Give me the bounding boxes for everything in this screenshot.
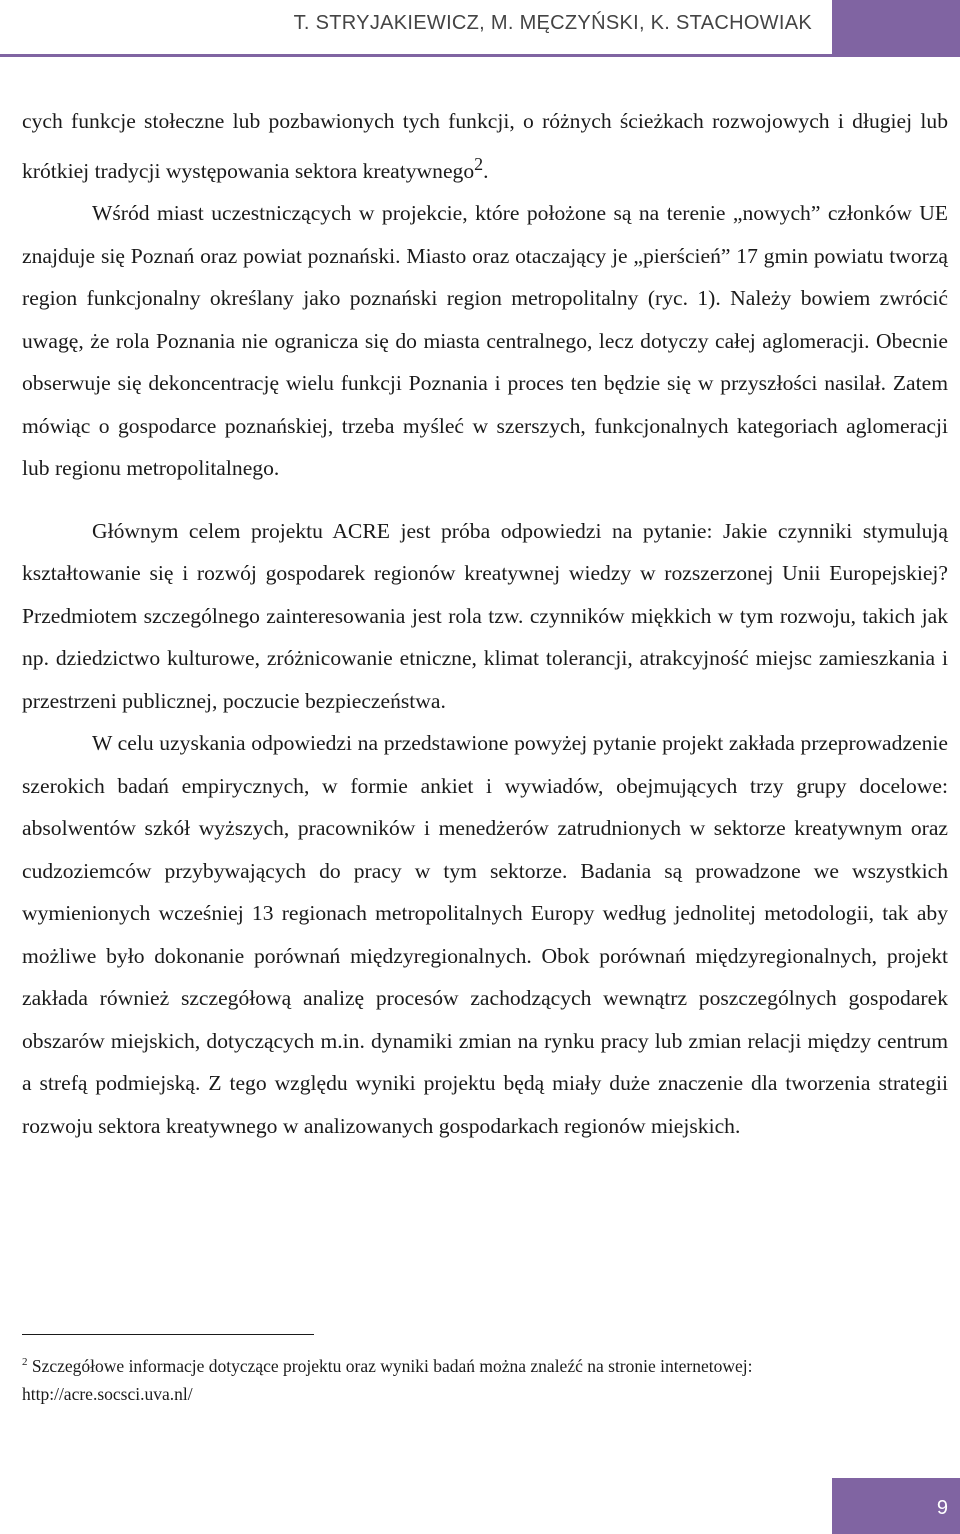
page-number-box [832,1478,960,1534]
page-number: 9 [936,1497,948,1519]
footnote-reference[interactable]: 2 [474,153,484,174]
page-header [0,0,960,56]
main-text [22,100,948,1147]
paragraph: Wśród miast uczestniczących w projekcie, które położone są na terenie „nowych” członków UE znajduje się Poznań oraz powiat poznański. Miasto oraz otaczający je „pierścień” 17 gmin powiatu tworzą region funkcjonalny określany jako poznański region metropolitalny (ryc. 1). Należy bowiem zwrócić uwagę, że rola Poznania nie ogranicza się do miasta centralnego, lecz dotyczy całej aglomeracji. Obecnie obserwuje się dekoncentrację wielu funkcji Poznania i proces ten będzie się w przyszłości nasilał. Zatem mówiąc o gospodarce poznańskiej, trzeba myśleć w szerszych, funkcjonalnych kategoriach aglomeracji lub regionu metropolitalnego. [22,201,948,481]
paragraph: W celu uzyskania odpowiedzi na przedstawione powyżej pytanie projekt zakłada przeprowadzenie szerokich badań empirycznych, w formie ankiet i wywiadów, obejmujących trzy grupy docelowe: absolwentów szkół wyższych, pracowników i menedżerów zatrudnionych w sektorze kreatywnym oraz cudzoziemców przybywających do pracy w tym sektorze. Badania są prowadzone we wszystkich wymienionych wcześniej 13 regionach metropolitalnych Europy według jednolitej metodologii, tak aby możliwe było dokonanie porównań międzyregionalnych. Obok porównań międzyregionalnych, projekt zakłada również szczegółową analizę procesów zachodzących wewnątrz poszczególnych gospodarek obszarów miejskich, dotyczących m.in. dynamiki zmian na rynku pracy lub zmian relacji między centrum a strefą podmiejską. Z tego względu wyniki projektu będą miały duże znaczenie dla tworzenia strategii rozwoju sektora kreatywnego w analizowanych gospodarkach regionów miejskich. [22,731,948,1138]
header-divider [0,54,960,57]
running-header-authors: T. STRYJAKIEWICZ, M. MĘCZYŃSKI, K. STACHOWIAK [293,12,812,34]
footnote-marker: 2 [22,1356,28,1368]
paragraph-continuation: cych funkcje stołeczne lub pozbawionych tych funkcji, o różnych ścieżkach rozwojowych i długiej lub krótkiej tradycji występowania sektora kreatywnego$^2$. [22,109,948,183]
paragraph: Głównym celem projektu ACRE jest próba odpowiedzi na pytanie: Jakie czynniki stymulują kształtowanie się i rozwój gospodarek regionów kreatywnej wiedzy w rozszerzonej Unii Europejskiej? Przedmiotem szczególnego zainteresowania jest rola tzw. czynników miękkich w tym rozwoju, takich jak np. dziedzictwo kulturowe, zróżnicowanie etniczne, klimat tolerancji, atrakcyjność miejsc zamieszkania i przestrzeni publicznej, poczucie bezpieczeństwa. [22,518,948,713]
footnote-text: Szczegółowe informacje dotyczące projektu oraz wyniki badań można znaleźć na stronie internetowej: [31,1355,753,1376]
footnote [22,1348,942,1408]
footnote-separator [22,1334,314,1335]
header-accent-block [832,0,960,56]
footnote-link[interactable]: http://acre.socsci.uva.nl/ [22,1383,193,1404]
